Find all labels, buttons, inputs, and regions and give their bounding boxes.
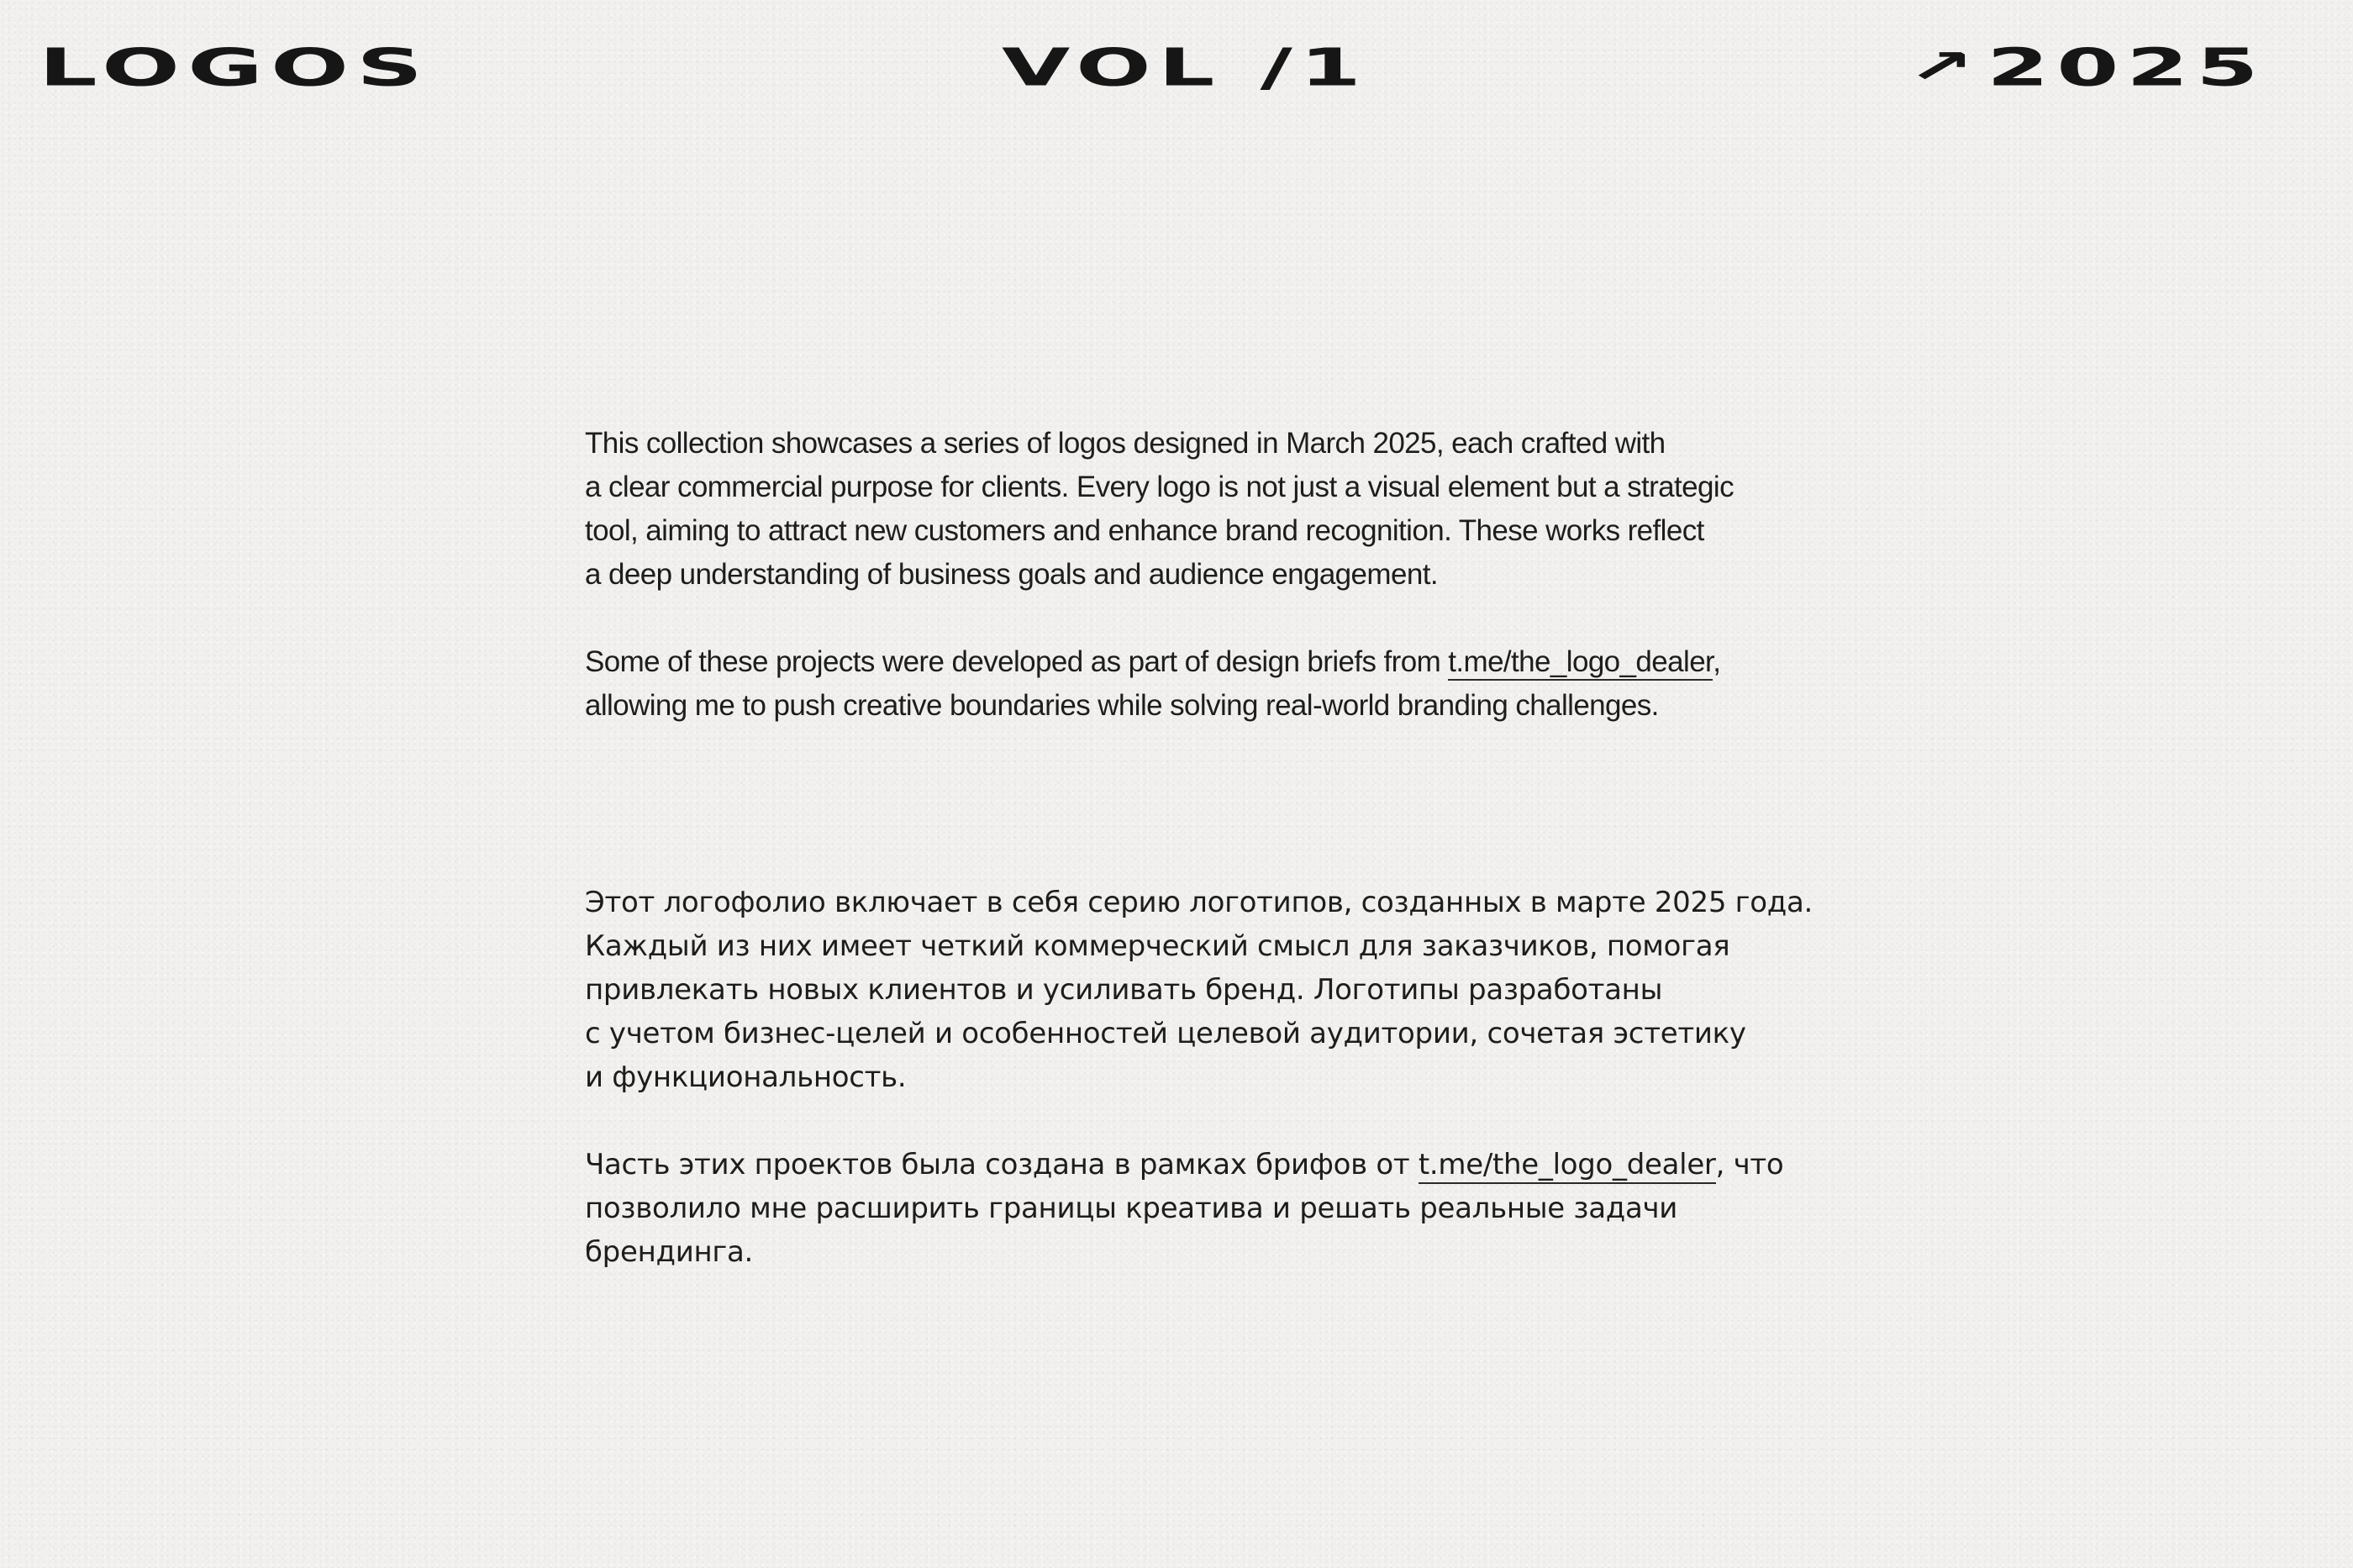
page-header — [0, 34, 2353, 101]
ru-paragraph-1-line: Этот логофолио включает в себя серию логотипов, созданных в марте 2025 года. — [585, 886, 1813, 919]
header-year — [1908, 36, 2266, 98]
en-paragraph-2-line — [585, 640, 1803, 684]
header-year-text: 2025 — [1987, 36, 2266, 98]
ru-paragraph-1-line: с учетом бизнес-целей и особенностей целевой аудитории, сочетая эстетику — [585, 1017, 1746, 1050]
header-title-logos: LOGOS — [39, 36, 431, 98]
ru-paragraph-1-line: и функциональность. — [585, 1060, 907, 1094]
ru-text: , что — [1715, 1148, 1784, 1181]
en-paragraph-2-line: allowing me to push creative boundaries while solving real-world branding challenges. — [585, 689, 1659, 722]
en-paragraph-1-line: a deep understanding of business goals and audience engagement. — [585, 558, 1438, 591]
arrow-up-right-icon: ↗ — [1908, 40, 1982, 94]
english-section — [585, 422, 1803, 728]
en-paragraph-1-line: a clear commercial purpose for clients. Every logo is not just a visual element but a strategic — [585, 471, 1734, 503]
en-text: , — [1713, 645, 1721, 678]
en-text: Some of these projects were developed as part of design briefs from — [585, 645, 1449, 678]
telegram-link-en[interactable]: t.me/the_logo_dealer — [1448, 645, 1713, 681]
russian-section — [585, 881, 1813, 1274]
telegram-link-ru[interactable]: t.me/the_logo_dealer — [1419, 1148, 1716, 1184]
en-paragraph-1-line: This collection showcases a series of logos designed in March 2025, each crafted with — [585, 427, 1666, 460]
en-paragraph-1-line: tool, aiming to attract new customers and enhance brand recognition. These works reflect — [585, 514, 1704, 547]
ru-paragraph-2-line: позволило мне расширить границы креатива и решать реальные задачи — [585, 1192, 1678, 1225]
ru-paragraph-2-line — [585, 1143, 1803, 1187]
header-volume: VOL /1 — [1002, 36, 1369, 98]
ru-text: Часть этих проектов была создана в рамках брифов от — [585, 1148, 1419, 1181]
ru-paragraph-1-line: Каждый из них имеет четкий коммерческий смысл для заказчиков, помогая — [585, 929, 1730, 963]
intro-text — [585, 422, 1813, 1274]
ru-paragraph-1-line: привлекать новых клиентов и усиливать бренд. Логотипы разработаны — [585, 973, 1663, 1007]
ru-paragraph-2-line: брендинга. — [585, 1235, 754, 1269]
